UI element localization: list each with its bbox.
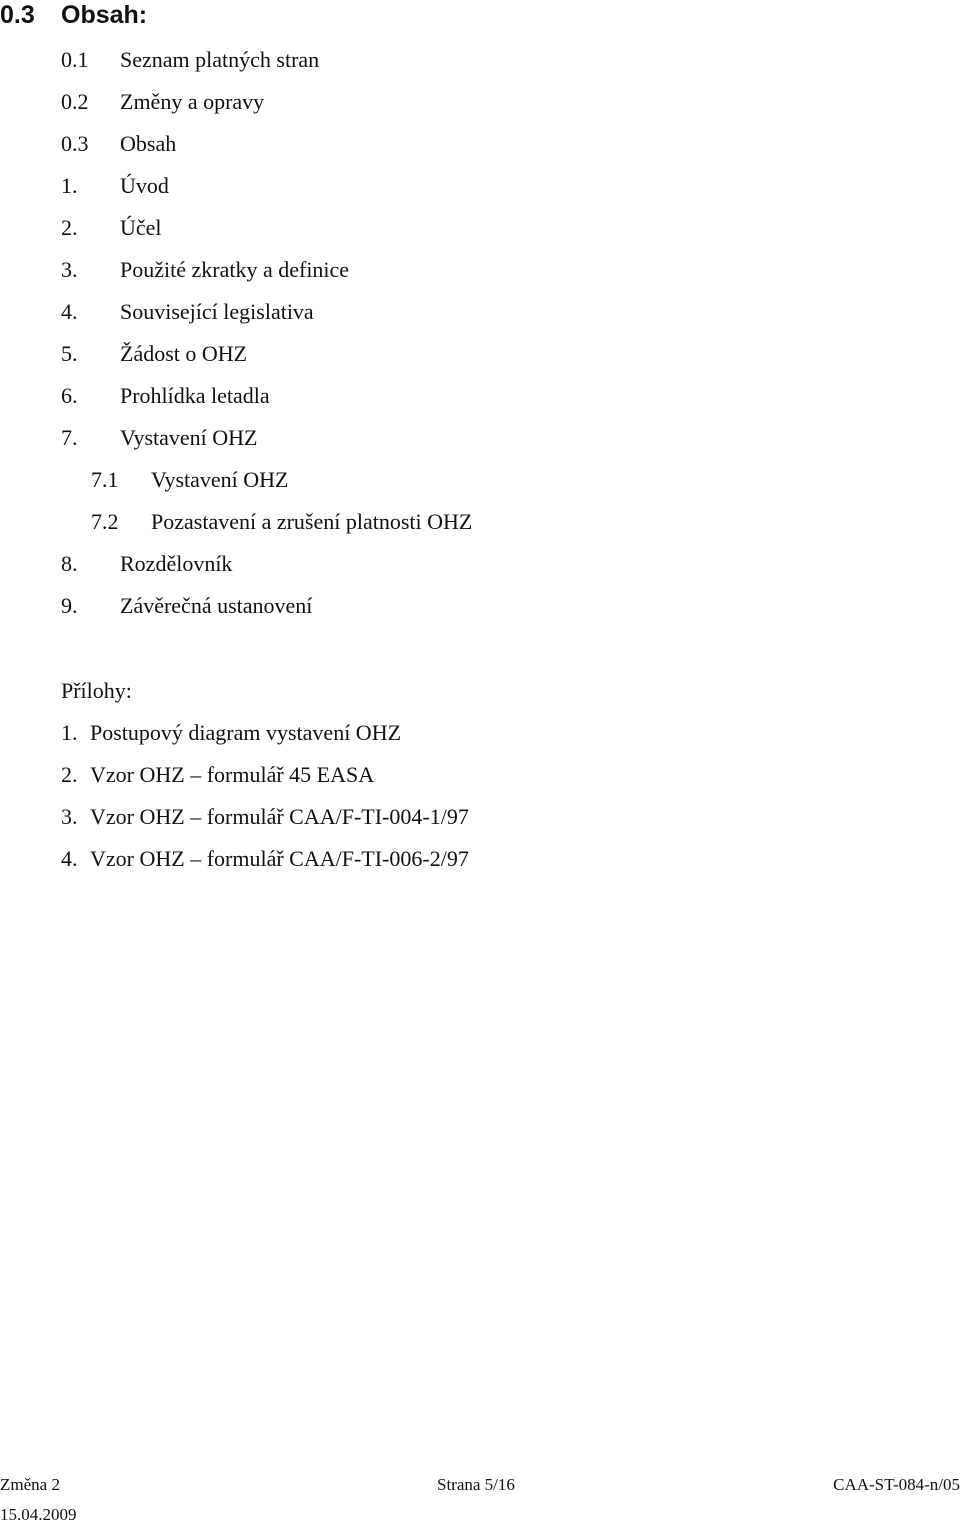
annex-item-title: Vzor OHZ – formulář CAA/F-TI-006-2/97	[90, 846, 469, 871]
toc-item-title: Účel	[120, 215, 162, 240]
section-title: Obsah:	[61, 1, 148, 29]
footer-page-number: Strana 5/16	[437, 1475, 515, 1494]
footer-row	[0, 1470, 960, 1500]
annexes-list	[61, 718, 469, 886]
toc-item-title: Prohlídka letadla	[120, 383, 270, 408]
toc-item-title: Závěrečná ustanovení	[120, 593, 313, 618]
toc-item-title: Změny a opravy	[120, 89, 265, 114]
annex-item-number: 3.	[61, 804, 78, 829]
toc-item-number: 6.	[61, 383, 78, 408]
annex-item	[61, 802, 469, 844]
toc-item-title: Rozdělovník	[120, 551, 233, 576]
footer-document-code: CAA-ST-084-n/05	[833, 1475, 960, 1494]
toc-item-number: 0.1	[61, 47, 89, 72]
section-number: 0.3	[0, 1, 35, 29]
toc-item-title: Vystavení OHZ	[120, 425, 258, 450]
toc-item-title: Seznam platných stran	[120, 47, 320, 72]
toc-item-number: 0.2	[61, 89, 89, 114]
toc-item-number: 9.	[61, 593, 78, 618]
toc-item-title: Obsah	[120, 131, 177, 156]
toc-item-number: 8.	[61, 551, 78, 576]
toc-subitem-title: Vystavení OHZ	[151, 467, 289, 492]
annex-item-title: Vzor OHZ – formulář CAA/F-TI-004-1/97	[90, 804, 469, 829]
toc-item-number: 1.	[61, 173, 78, 198]
toc-item-number: 5.	[61, 341, 78, 366]
toc-subitem-number: 7.2	[91, 509, 119, 534]
annex-item-title: Postupový diagram vystavení OHZ	[90, 720, 402, 745]
annex-item-number: 1.	[61, 720, 78, 745]
page-footer	[0, 1470, 960, 1529]
toc-item-number: 2.	[61, 215, 78, 240]
toc-item-title: Úvod	[120, 173, 169, 198]
annex-item-number: 2.	[61, 762, 78, 787]
annexes-heading: Přílohy:	[61, 678, 132, 703]
toc-item-number: 7.	[61, 425, 78, 450]
annex-item	[61, 760, 469, 802]
annex-item	[61, 718, 469, 760]
toc-item-number: 4.	[61, 299, 78, 324]
toc-subitem-number: 7.1	[91, 467, 119, 492]
toc-item-number: 0.3	[61, 131, 89, 156]
annex-item-title: Vzor OHZ – formulář 45 EASA	[90, 762, 375, 787]
annex-item	[61, 844, 469, 886]
toc-item-title: Žádost o OHZ	[120, 341, 248, 366]
toc-subitem-title: Pozastavení a zrušení platnosti OHZ	[151, 509, 473, 534]
section-heading	[0, 0, 147, 30]
annex-item-number: 4.	[61, 846, 78, 871]
toc-item-title: Související legislativa	[120, 299, 314, 324]
footer-change: Změna 2	[0, 1475, 60, 1494]
footer-date: 15.04.2009	[0, 1505, 77, 1524]
toc-item-number: 3.	[61, 257, 78, 282]
toc-item-title: Použité zkratky a definice	[120, 257, 350, 282]
